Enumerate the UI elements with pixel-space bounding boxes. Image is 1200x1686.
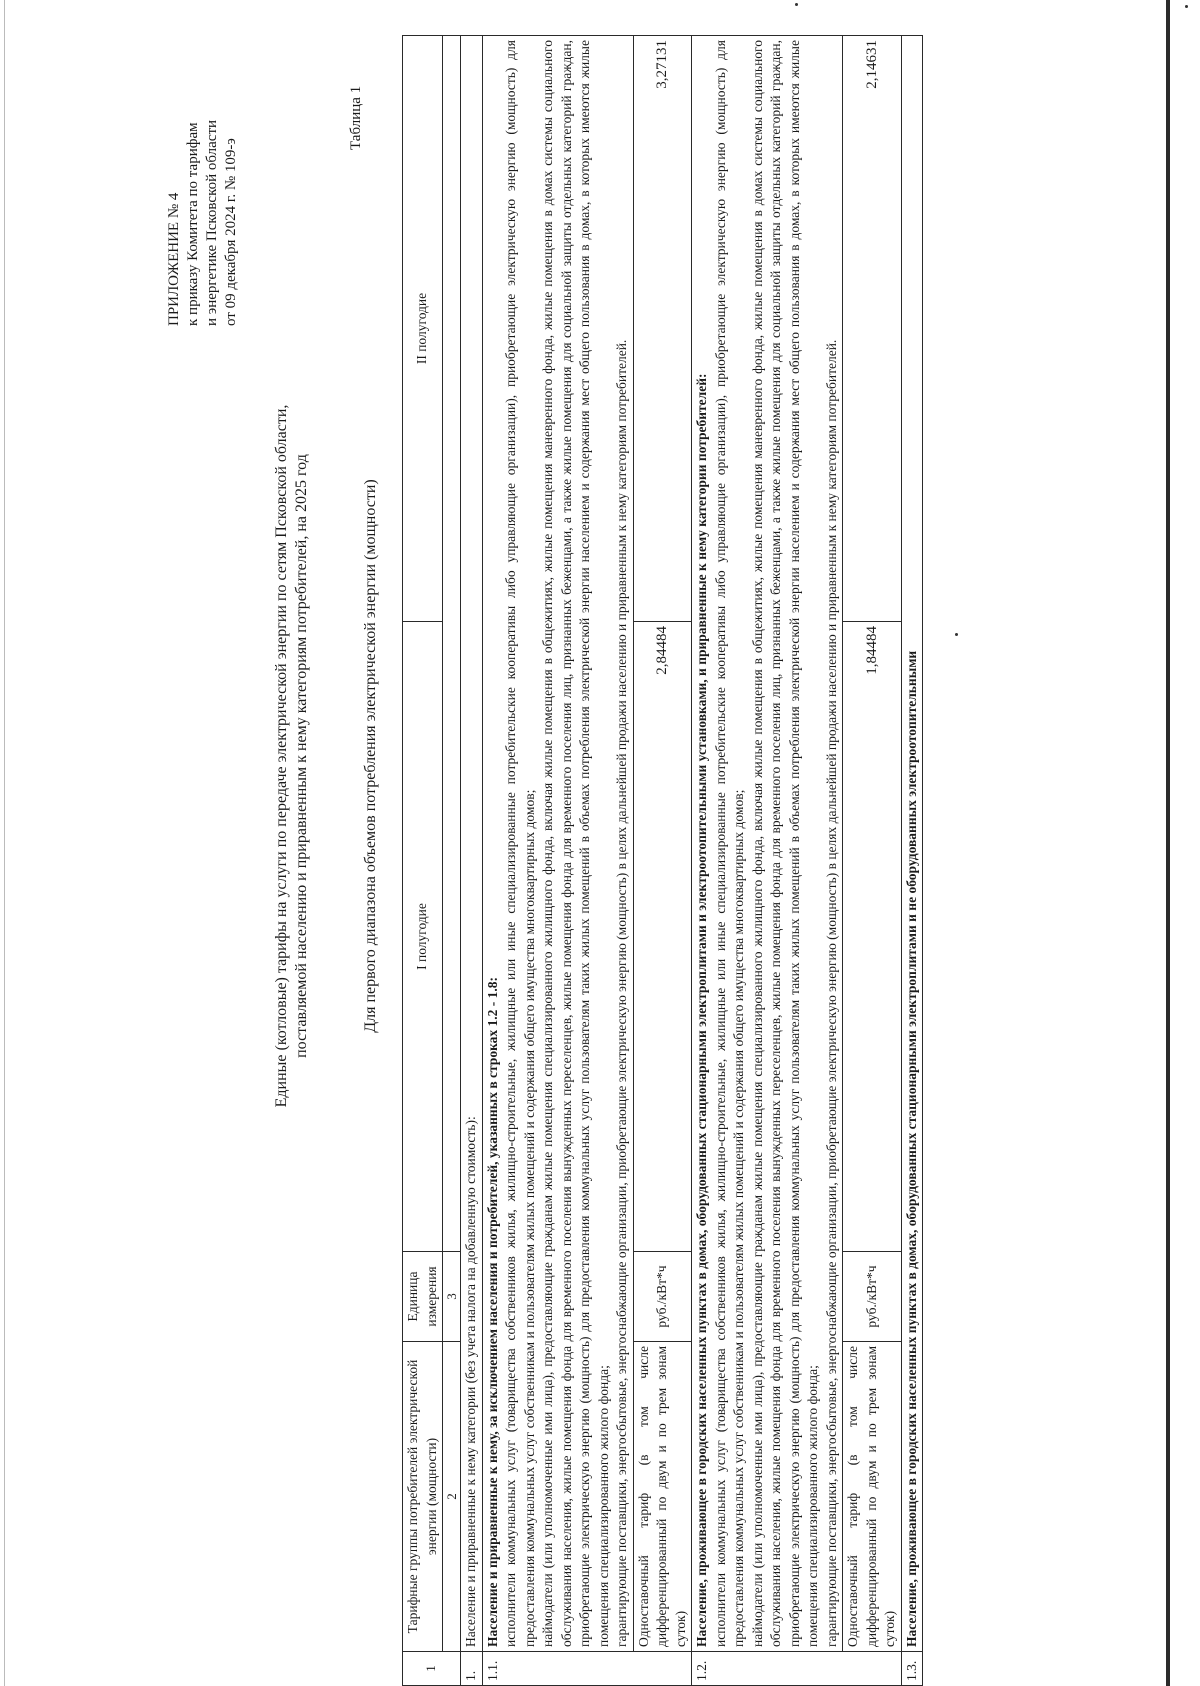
appendix-line: и энергетике Псковской области (204, 119, 220, 326)
header-h1: I полугодие (403, 622, 443, 1252)
row-paragraph: гарантирующие поставщики, энергосбытовые, энергоснабжающие организации, приобретающие электрическую энергию (мощность) в целях дальнейшей продажи населению и приравненным к нему категориям потребителей. (823, 339, 839, 1647)
row-description (692, 36, 843, 1652)
row-heading: Население, проживающее в городских населенных пунктах в домах, оборудованных стационарными электроплитами и не оборудованных электроотопительными (901, 36, 923, 1652)
tariff-value-h1: 1,84484 (843, 622, 902, 1252)
scan-speck (795, 3, 798, 6)
table-number: Таблица 1 (348, 85, 364, 150)
row-heading: Население и приравненные к нему, за исключением населения и потребителей, указанных в строках 1.2 - 1.8: (484, 976, 500, 1647)
range-title: Для первого диапазона объемов потребления электрической энергии (мощности) (362, 479, 379, 1033)
row-heading: Население, проживающее в городских населенных пунктах в домах, оборудованных стационарными электроплитами и электроотопительными установками, и приравненные к нему категории потребителей: (694, 373, 709, 1647)
row-paragraph: исполнители коммунальных услуг (товарищества собственников жилья, жилищно-строительные, жилищные или иные специализированные потребительские кооперативы либо управляющие организации), приобретающие электрическую энергию (мощность) для предоставления коммунальных услуг собственникам и пользователям жилых помещений и содержания общего имущества многоквартирных домов; (712, 40, 746, 1647)
tariff-value-h2: 2,14631 (843, 36, 902, 622)
tariff-value-h1: 2,84484 (633, 622, 692, 1252)
document-title (272, 206, 312, 1306)
col-number: 2 (443, 1342, 461, 1652)
appendix-date: от 09 декабря 2024 г. № 109-э (223, 138, 239, 326)
tariff-table (402, 35, 923, 1686)
row-number: 1. (461, 1652, 483, 1686)
row-paragraph: наймодатели (или уполномоченные ими лица), предоставляющие гражданам жилые помещения специализированного жилищного фонда, включая жилые помещения в общежитиях, жилые помещения маневренного фонда, жилые помещения в домах системы социального обслуживания населения, жилые помещения фонда для временного поселения вынужденных переселенцев, жилые помещения фонда для временного поселения лиц, признанных беженцами, а также жилые помещения для социальной защиты отдельных категорий граждан, приобретающие электрическую энергию (мощность) для предоставления коммунальных услуг пользователям таких жилых помещений в объемах потребления электрической энергии населением и содержания мест общего пользования в домах, в которых имеются жилые помещения специализированного жилого фонда; (540, 40, 611, 1647)
table-header-row (403, 36, 443, 1686)
row-paragraph: исполнители коммунальных услуг (товарищества собственников жилья, жилищно-строительные, жилищные или иные специализированные потребительские кооперативы либо управляющие организации), приобретающие электрическую энергию (мощность) для предоставления коммунальных услуг собственникам и пользователям жилых помещений и содержания общего имущества многоквартирных домов; (503, 40, 537, 1647)
header-unit: Единица измерения (403, 1252, 443, 1342)
row-number: 1.3. (901, 1652, 923, 1686)
row-text: Население и приравненные к нему категории (без учета налога на добавленную стоимость): (461, 36, 483, 1652)
row-number: 1.2. (692, 1652, 902, 1686)
appendix-title: ПРИЛОЖЕНИЕ № 4 (166, 192, 182, 326)
tariff-unit: руб./кВт*ч (633, 1252, 692, 1342)
header-h2: II полугодие (403, 36, 443, 622)
col-number: 3 (443, 1252, 461, 1342)
scan-edge-top (4, 0, 5, 1686)
scan-edge-bottom (1166, 0, 1170, 1686)
appendix-block (165, 6, 241, 326)
appendix-line: к приказу Комитета по тарифам (185, 122, 201, 326)
table-row (843, 36, 902, 1686)
tariff-unit: руб./кВт*ч (843, 1252, 902, 1342)
scan-speck (1185, 5, 1188, 8)
col-number: 1 (403, 1652, 461, 1686)
header-group: Тарифные группы потребителей электрической энергии (мощности) (403, 1342, 443, 1652)
scan-speck (955, 633, 958, 636)
table-row (461, 36, 483, 1686)
row-paragraph: наймодатели (или уполномоченные ими лица), предоставляющие гражданам жилые помещения специализированного жилищного фонда, включая жилые помещения в общежитиях, жилые помещения маневренного фонда, жилые помещения в домах системы социального обслуживания населения, жилые помещения фонда для временного поселения вынужденных переселенцев, жилые помещения фонда для временного поселения лиц, признанных беженцами, а также жилые помещения для социальной защиты отдельных категорий граждан, приобретающие электрическую энергию (мощность) для предоставления коммунальных услуг пользователям таких жилых помещений в объемах потребления электрической энергии населением и содержания мест общего пользования в домах, в которых имеются жилые помещения специализированного жилого фонда; (749, 40, 820, 1647)
tariff-label: Одноставочный тариф (в том числе дифференцированный по двум и по трем зонам суток) (633, 1342, 692, 1652)
title-line-1: Единые (котловые) тарифы на услуги по передаче электрической энергии по сетям Псковской области, (273, 404, 290, 1108)
title-line-2: поставляемой населению и приравненным к нему категориям потребителей, на 2025 год (293, 454, 310, 1058)
tariff-value-h2: 3,27131 (633, 36, 692, 622)
table-row (692, 36, 843, 1686)
table-row (633, 36, 692, 1686)
table-row (901, 36, 923, 1686)
column-number-row (443, 36, 461, 1686)
row-number: 1.1. (482, 1652, 692, 1686)
row-description (482, 36, 633, 1652)
table-row (482, 36, 633, 1686)
tariff-label: Одноставочный тариф (в том числе дифференцированный по двум и по трем зонам суток) (843, 1342, 902, 1652)
row-paragraph: гарантирующие поставщики, энергосбытовые, энергоснабжающие организации, приобретающие электрическую энергию (мощность) в целях дальнейшей продажи населению и приравненным к нему категориям потребителей. (614, 339, 629, 1647)
